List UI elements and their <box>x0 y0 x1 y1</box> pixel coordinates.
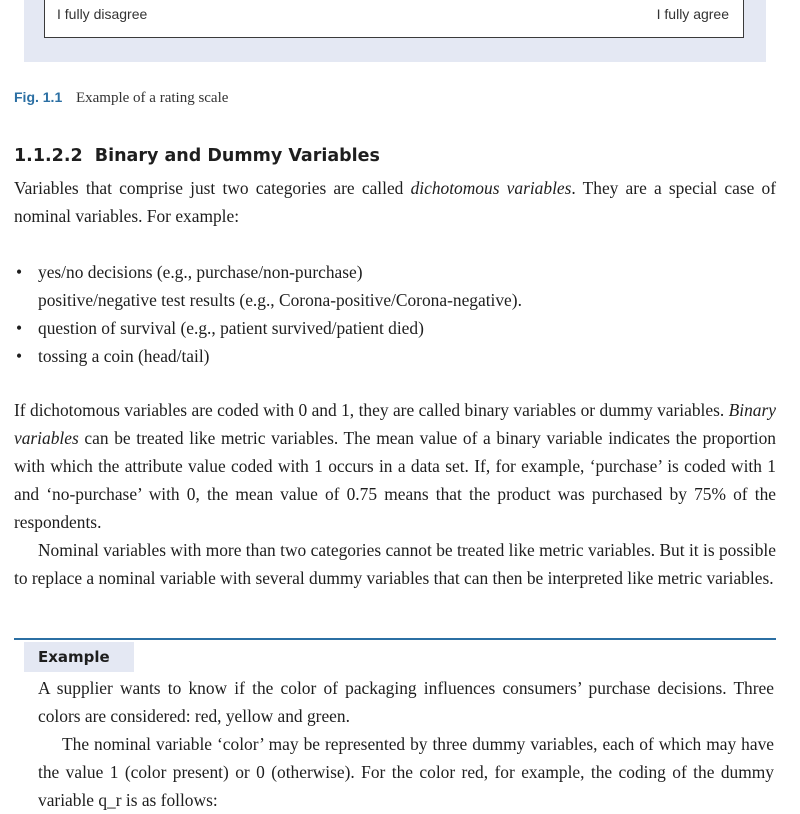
figure-caption-text: Example of a rating scale <box>75 90 229 106</box>
example-tag <box>24 642 134 672</box>
bullet-icon: • <box>16 318 23 338</box>
paragraph-text: Variables that comprise just two categories are called <box>14 178 411 198</box>
term-binary: Binary variables <box>14 400 776 448</box>
example-divider <box>14 638 776 640</box>
paragraph-dichotomous <box>14 174 776 230</box>
list-item <box>14 314 774 342</box>
figure-caption-label: Fig. 1.1 <box>14 89 63 105</box>
paragraph-binary <box>14 396 776 536</box>
example-label: Example <box>38 648 110 666</box>
section-heading <box>14 146 380 166</box>
paragraph-text: can be treated like metric variables. The mean value of a binary variable indicates the proportion with which the attribute value coded with 1 occurs in a data set. If, for example, ‘purchase’ is coded with 1 and ‘no-purchase’ with 0, the mean value of 0.75 means that the product was purchased by 75% of the respondents. <box>14 428 776 532</box>
example-paragraph-1: A supplier wants to know if the color of packaging influences consumers’ purchase decisions. Three colors are considered: red, yellow and green. <box>38 678 774 726</box>
paragraph-text: . They are a special case of nominal variables. For example: <box>14 178 776 226</box>
paragraph-nominal: Nominal variables with more than two categories cannot be treated like metric variables. But it is possible to replace a nominal variable with several dummy variables that can then be interpreted like metric variables. <box>14 540 776 588</box>
paragraph-text: If dichotomous variables are coded with 0 and 1, they are called binary variables or dummy variables. <box>14 400 729 420</box>
list-item <box>14 342 774 370</box>
figure-panel <box>24 0 766 62</box>
list-item-text: tossing a coin (head/tail) <box>38 346 210 366</box>
rating-scale <box>44 0 744 38</box>
scale-right-label: I fully agree <box>656 6 729 22</box>
list-item <box>14 258 774 286</box>
list-item-text: question of survival (e.g., patient survived/patient died) <box>38 318 424 338</box>
section-title: Binary and Dummy Variables <box>94 146 380 166</box>
section-number: 1.1.2.2 <box>14 146 83 166</box>
bullet-icon: • <box>16 262 23 282</box>
list-item-text: yes/no decisions (e.g., purchase/non-purchase) <box>38 262 363 282</box>
list-item-text: positive/negative test results (e.g., Corona-positive/Corona-negative). <box>38 290 522 310</box>
list-item <box>14 286 774 314</box>
bullet-icon: • <box>16 346 23 366</box>
example-paragraph-2: The nominal variable ‘color’ may be represented by three dummy variables, each of which may have the value 1 (color present) or 0 (otherwise). For the color red, for example, the coding of the dummy variable q_r is as follows: <box>38 734 774 810</box>
example-list <box>14 258 774 370</box>
term-dichotomous: dichotomous variables <box>410 178 572 198</box>
figure-caption <box>14 89 228 107</box>
scale-left-label: I fully disagree <box>57 6 148 22</box>
